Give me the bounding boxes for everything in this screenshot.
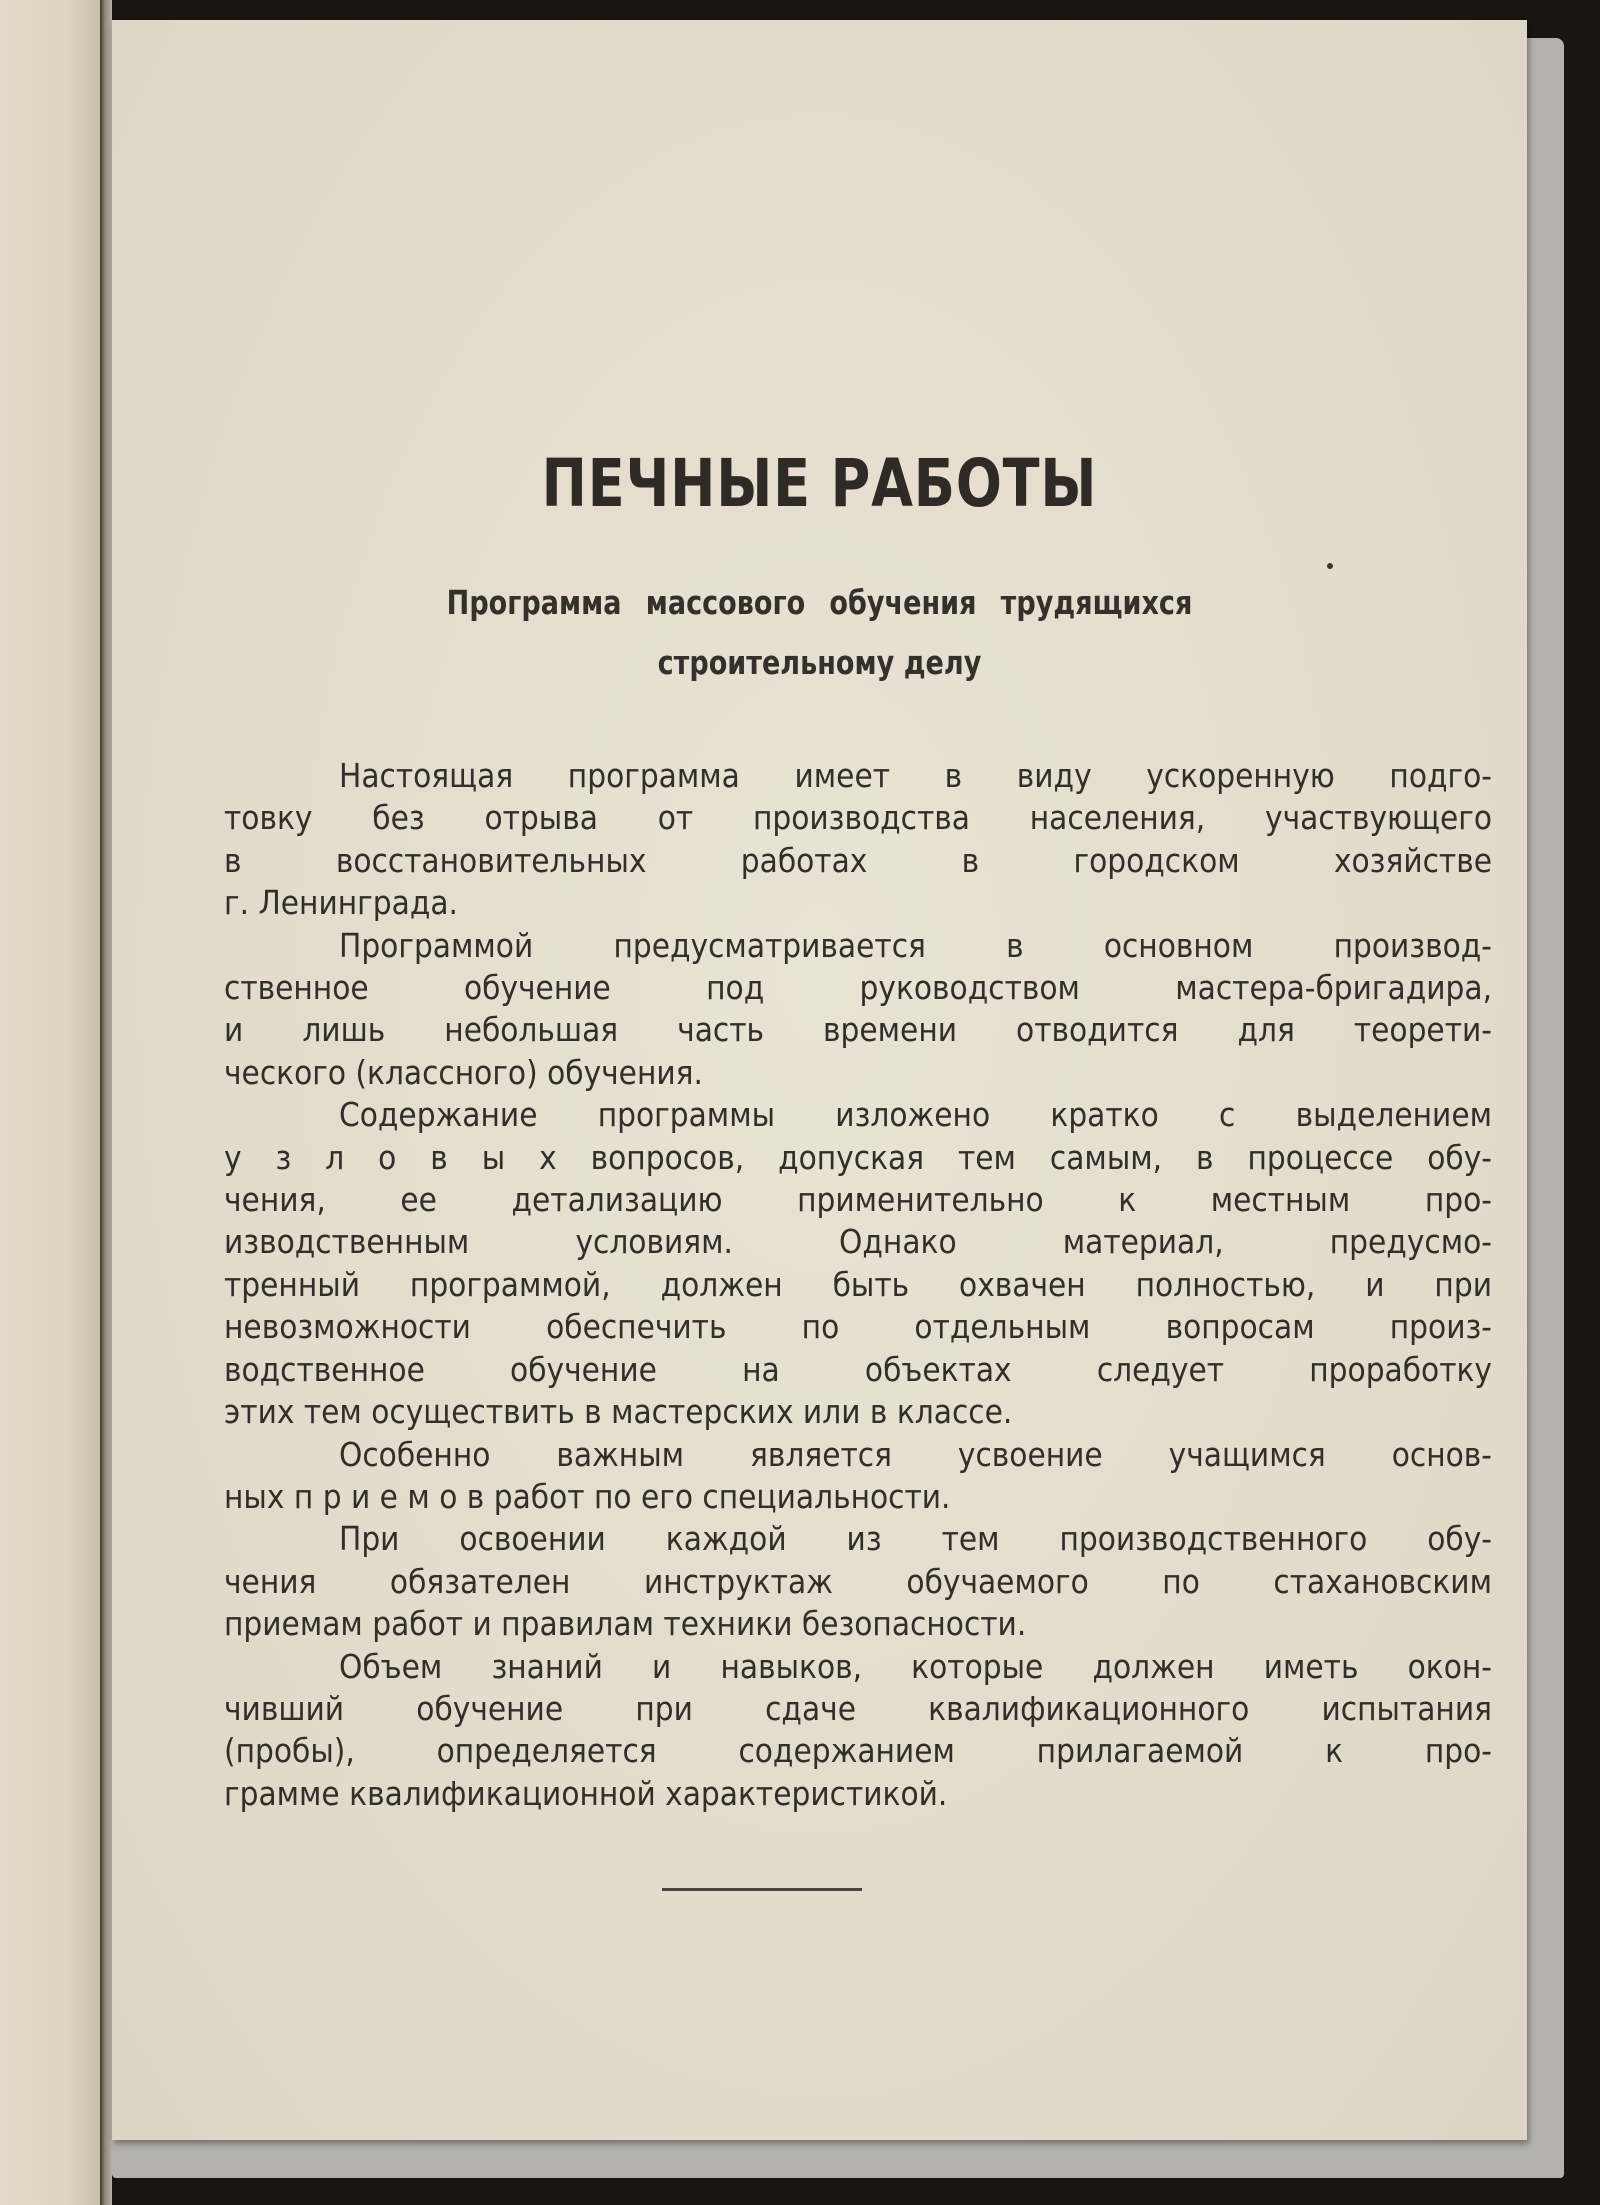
text-line: ных п р и е м о в работ по его специальности. [224,1476,951,1516]
text-line: товку без отрыва от производства населения, участвующего [224,798,1492,838]
text-line: грамме квалификационной характеристикой. [224,1773,948,1813]
ink-speck [1327,563,1333,569]
text-line: Объем знаний и навыков, которые должен иметь окон- [339,1646,1492,1686]
text-line: чения обязателен инструктаж обучаемого по стахановским [224,1561,1492,1601]
text-line: ственное обучение под руководством мастера-бригадира, [224,968,1492,1008]
text-line: и лишь небольшая часть времени отводится для теорети- [224,1010,1492,1050]
text-line: г. Ленинграда. [224,883,458,923]
text-line: ческого (классного) обучения. [224,1052,703,1092]
document-subtitle-line-1: Программа массового обучения трудящихся [446,583,1193,622]
text-line: чивший обучение при сдаче квалификационного испытания [224,1688,1492,1728]
section-divider [662,1888,862,1891]
text-line: у з л о в ы х вопросов, допуская тем самым, в процессе обу- [224,1137,1492,1177]
left-page-edge [0,0,100,2205]
text-line: При освоении каждой из тем производственного обу- [339,1519,1492,1559]
text-line: (пробы), определяется содержанием прилагаемой к про- [224,1731,1492,1771]
text-line: изводственным условиям. Однако материал, предусмо- [224,1222,1492,1262]
text-line: Настоящая программа имеет в виду ускоренную подго- [339,756,1492,795]
document-subtitle-line-2: строительному делу [657,643,982,682]
text-line: этих тем осуществить в мастерских или в классе. [224,1392,1013,1432]
text-line: Особенно важным является усвоение учащимся основ- [339,1434,1492,1474]
text-line: Программой предусматривается в основном производ- [339,925,1492,965]
text-line: в восстановительных работах в городском хозяйстве [224,840,1492,880]
text-line: Содержание программы изложено кратко с выделением [339,1095,1492,1135]
text-line: тренный программой, должен быть охвачен полностью, и при [224,1264,1492,1304]
text-line: невозможности обеспечить по отдельным вопросам произ- [224,1307,1492,1347]
document-page [112,20,1527,2140]
book-spine [100,0,112,2205]
document-title: ПЕЧНЫЕ РАБОТЫ [541,445,1098,522]
text-line: приемам работ и правилам техники безопасности. [224,1604,1027,1644]
text-line: водственное обучение на объектах следует проработку [224,1349,1492,1389]
body-text [224,755,1492,1815]
text-line: чения, ее детализацию применительно к местным про- [224,1180,1492,1220]
